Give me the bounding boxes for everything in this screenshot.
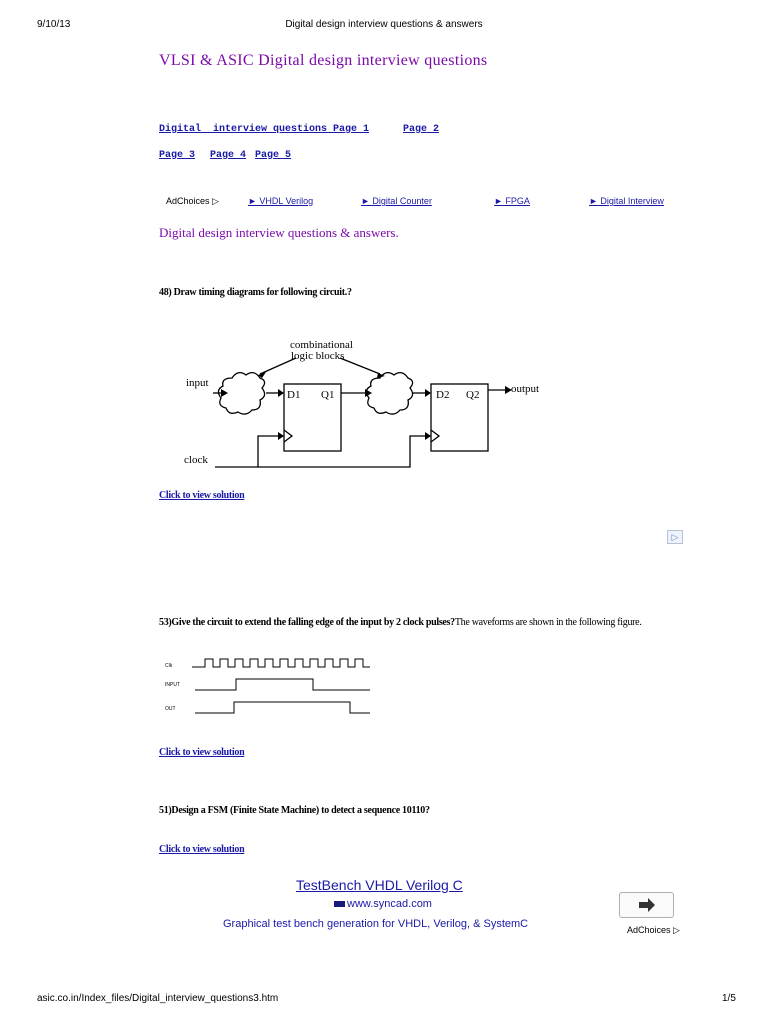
adchoices-label[interactable]: AdChoices ▷ [166,196,219,206]
ad-link-digital-counter[interactable]: ► Digital Counter [361,196,432,206]
label-output: output [511,383,540,395]
label-q1: Q1 [321,389,335,401]
circuit-diagram [180,332,550,478]
ad-url[interactable]: www.syncad.com [334,898,432,910]
waveform-out [195,702,370,713]
bottom-adchoices-label[interactable]: AdChoices ▷ [627,925,680,935]
question-53: 53)Give the circuit to extend the falling edge of the input by 2 clock pulses?The waveforms are shown in the following figure. [159,617,642,628]
label-d2: D2 [436,389,450,401]
wave-label-out: OUT [165,706,176,712]
solution-link-q48[interactable]: Click to view solution [159,490,245,501]
logic-cloud-2 [366,373,412,414]
arrow-right-icon [620,893,673,917]
ad-title-testbench[interactable]: TestBench VHDL Verilog C [296,877,463,893]
waveform-clk [192,659,370,667]
nav-link-page-1[interactable]: Digital interview questions Page 1 [159,124,370,135]
label-combinational: combinational [290,339,353,351]
print-url: asic.co.in/Index_files/Digital_interview_questions3.htm [37,993,279,1004]
waveform-diagram [162,652,376,718]
section-subtitle: Digital design interview questions & answers. [159,225,399,240]
label-input: input [186,377,209,389]
ad-favicon-icon [334,901,345,907]
ad-arrow-button[interactable] [619,892,674,918]
clock-triangle-2 [431,430,439,442]
question-48: 48) Draw timing diagrams for following circuit.? [159,287,352,298]
print-page-title: Digital design interview questions & answers [285,19,483,30]
ad-link-fpga[interactable]: ► FPGA [494,196,530,206]
ad-info-icon[interactable]: ▷ [667,530,683,544]
clock-triangle-1 [284,430,292,442]
page-title: VLSI & ASIC Digital design interview questions [159,52,488,69]
ad-description: Graphical test bench generation for VHDL, Verilog, & SystemC [223,918,529,930]
wave-label-input: INPUT [165,682,180,688]
adchoices-icon: ▷ [212,196,219,206]
label-d1: D1 [287,389,301,401]
solution-link-q51[interactable]: Click to view solution [159,844,245,855]
label-clock: clock [184,454,208,466]
print-date: 9/10/13 [37,19,71,30]
nav-link-page-2[interactable]: Page 2 [403,124,440,135]
print-page-number: 1/5 [722,993,736,1004]
nav-link-page-5[interactable]: Page 5 [255,150,292,161]
label-logic-blocks: logic blocks [291,350,345,362]
wave-label-clk: Clk [165,663,173,669]
solution-link-q53[interactable]: Click to view solution [159,747,245,758]
label-q2: Q2 [466,389,480,401]
nav-link-page-3[interactable]: Page 3 [159,150,196,161]
ad-link-digital-interview[interactable]: ► Digital Interview [589,196,664,206]
waveform-input [195,679,370,690]
adchoices-icon: ▷ [673,925,680,935]
ad-link-vhdl-verilog[interactable]: ► VHDL Verilog [248,196,314,206]
nav-link-page-4[interactable]: Page 4 [210,150,247,161]
question-51: 51)Design a FSM (Finite State Machine) to detect a sequence 10110? [159,805,430,816]
